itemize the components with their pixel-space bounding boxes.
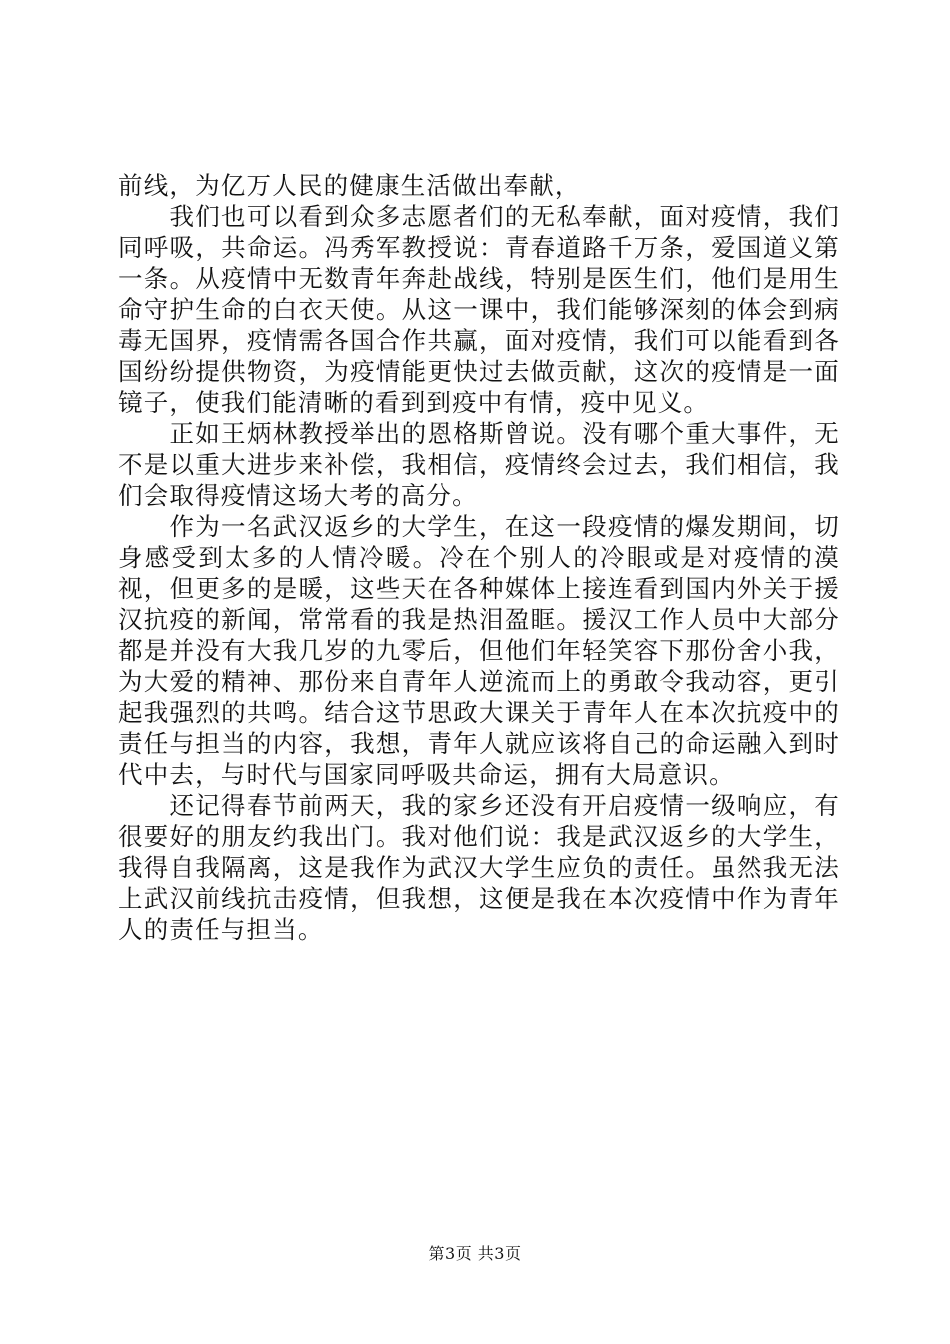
page-number-footer: 第3页 共3页 xyxy=(428,1244,522,1263)
paragraph-volunteers: 我们也可以看到众多志愿者们的无私奉献，面对疫情，我们同呼吸，共命运。冯秀军教授说：青春道路千万条，爱国道义第一条。从疫情中无数青年奔赴战线，特别是医生们，他们是用生命守护生命的白衣天使。从这一课中，我们能够深刻的体会到病毒无国界，疫情需各国合作共赢，面对疫情，我们可以能看到各国纷纷提供物资，为疫情能更快过去做贡献，这次的疫情是一面镜子，使我们能清晰的看到到疫中有情，疫中见义。 xyxy=(118,202,840,417)
paragraph-engels-quote: 正如王炳林教授举出的恩格斯曾说。没有哪个重大事件，无不是以重大进步来补偿，我相信，疫情终会过去，我们相信，我们会取得疫情这场大考的高分。 xyxy=(118,419,840,510)
document-body xyxy=(118,170,840,945)
paragraph-self-isolation: 还记得春节前两天，我的家乡还没有开启疫情一级响应，有很要好的朋友约我出门。我对他们说：我是武汉返乡的大学生，我得自我隔离，这是我作为武汉大学生应负的责任。虽然我无法上武汉前线抗击疫情，但我想，这便是我在本次疫情中作为青年人的责任与担当。 xyxy=(118,791,840,944)
paragraph-continuation: 前线，为亿万人民的健康生活做出奉献， xyxy=(118,171,581,200)
paragraph-wuhan-student: 作为一名武汉返乡的大学生，在这一段疫情的爆发期间，切身感受到太多的人情冷暖。冷在个别人的冷眼或是对疫情的漠视，但更多的是暖，这些天在各种媒体上接连看到国内外关于援汉抗疫的新闻，常常看的我是热泪盈眶。援汉工作人员中大部分都是并没有大我几岁的九零后，但他们年轻笑容下那份舍小我，为大爱的精神、那份来自青年人逆流而上的勇敢令我动容，更引起我强烈的共鸣。结合这节思政大课关于青年人在本次抗疫中的责任与担当的内容，我想，青年人就应该将自己的命运融入到时代中去，与时代与国家同呼吸共命运，拥有大局意识。 xyxy=(118,512,840,789)
